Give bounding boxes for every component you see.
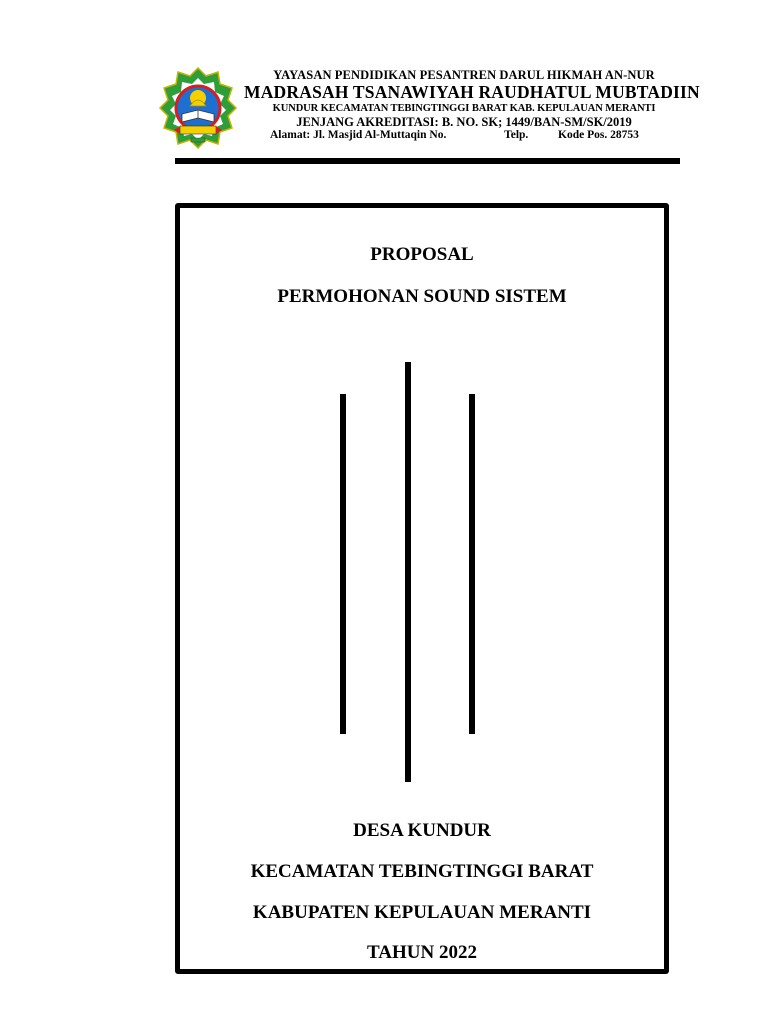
letterhead xyxy=(0,0,768,170)
address-line xyxy=(244,129,684,142)
school-emblem-icon xyxy=(158,66,238,150)
decorative-bar-right xyxy=(469,394,475,734)
proposal-title: PROPOSAL xyxy=(370,244,474,265)
postal-text: Kode Pos. 28753 xyxy=(558,128,639,141)
letterhead-divider xyxy=(175,158,680,164)
cover-frame xyxy=(175,203,669,974)
school-district: KUNDUR KECAMATAN TEBINGTINGGI BARAT KAB. KEPULAUAN MERANTI xyxy=(272,102,656,114)
year-label: TAHUN 2022 xyxy=(367,942,477,963)
decorative-bar-center xyxy=(405,362,411,782)
address-text: Alamat: Jl. Masjid Al-Muttaqin No. xyxy=(270,128,447,141)
proposal-subtitle: PERMOHONAN SOUND SISTEM xyxy=(277,286,567,307)
phone-text: Telp. xyxy=(504,128,529,141)
school-name: MADRASAH TSANAWIYAH RAUDHATUL MUBTADIIN xyxy=(244,82,700,103)
subdistrict-name: KECAMATAN TEBINGTINGGI BARAT xyxy=(250,861,594,882)
foundation-name: YAYASAN PENDIDIKAN PESANTREN DARUL HIKMAH AN-NUR xyxy=(273,68,655,82)
decorative-bar-left xyxy=(340,394,346,734)
letterhead-text xyxy=(244,68,700,142)
accreditation-line: JENJANG AKREDITASI: B. NO. SK; 1449/BAN-SM/SK/2019 xyxy=(296,114,632,129)
regency-name: KABUPATEN KEPULAUAN MERANTI xyxy=(252,902,592,923)
village-name: DESA KUNDUR xyxy=(353,820,491,841)
